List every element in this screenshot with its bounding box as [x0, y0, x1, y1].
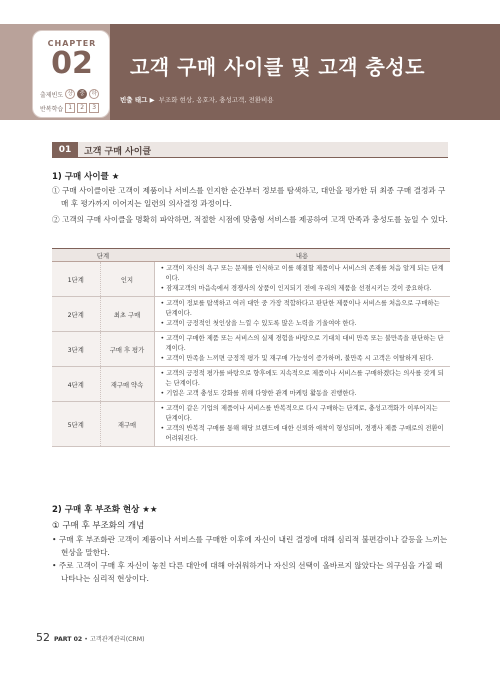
keyword-tags-text: 부조화 현상, 옹호자, 충성고객, 전환비용 — [158, 96, 274, 104]
chapter-card — [32, 30, 110, 118]
footer-part — [54, 634, 144, 643]
step-name: 최초 구매 — [100, 297, 154, 332]
dissonance-item-1: • 구매 후 부조화란 고객이 제품이나 서비스를 구매한 이후에 자신이 내린 결정에 대해 심리적 불편감이나 갈등을 느끼는 현상을 말한다. — [52, 535, 448, 557]
table-row — [52, 332, 450, 367]
footer-part-label: PART 02 — [54, 636, 83, 643]
section-title: 고객 구매 사이클 — [84, 147, 152, 157]
dissonance-item-2: • 주로 고객이 구매 후 자신이 놓친 다른 대안에 대해 아쉬워하거나 자신의 선택이 올바르지 않았다는 의구심을 가질 때 나타나는 심리적 현상이다. — [52, 561, 443, 583]
section-number: 01 — [52, 142, 78, 158]
section-bar — [52, 142, 448, 158]
table-header-content: 내용 — [154, 249, 450, 262]
table-row — [52, 262, 450, 297]
step-number: 2단계 — [52, 297, 100, 332]
step-content-line: • 고객이 만족을 느끼면 긍정적 평가 및 재구매 가능성이 증가하며, 불만족 시 고객은 이탈하게 된다. — [160, 355, 434, 362]
table-row — [52, 367, 450, 402]
step-content — [154, 262, 450, 297]
keyword-tags-label: 빈출 태그 ▶ — [120, 96, 155, 104]
chapter-number: 02 — [51, 46, 93, 81]
step-content — [154, 367, 450, 402]
table-header-step: 단계 — [52, 249, 154, 262]
step-name: 인지 — [100, 262, 154, 297]
step-content-line: • 고객이 같은 기업의 제품이나 서비스를 반복적으로 다시 구매하는 단계로, 충성고객화가 이루어지는 단계이다. — [160, 405, 438, 422]
repeat-label: 반복학습 — [40, 105, 64, 113]
step-name: 구매 후 평가 — [100, 332, 154, 367]
frequency-medium-selected: 중 — [77, 89, 87, 99]
frequency-high: 상 — [65, 89, 75, 99]
repeat-box-2[interactable]: 2 — [77, 103, 87, 113]
footer-separator: • — [84, 636, 88, 643]
step-number: 3단계 — [52, 332, 100, 367]
step-name: 재구매 약속 — [100, 367, 154, 402]
step-content — [154, 297, 450, 332]
repeat-row — [40, 103, 99, 113]
step-content-line: • 고객의 반복적 구매를 통해 해당 브랜드에 대한 신뢰와 애착이 형성되며, 경쟁사 제품 구매로의 전환이 어려워진다. — [160, 425, 444, 442]
chapter-title: 고객 구매 사이클 및 고객 충성도 — [130, 55, 425, 79]
frequency-low: 하 — [89, 89, 99, 99]
chapter-label: CHAPTER — [47, 39, 97, 48]
step-content — [154, 332, 450, 367]
step-content-line: • 고객이 자신의 욕구 또는 문제를 인식하고 이를 해결할 제품이나 서비스의 존재를 처음 알게 되는 단계이다. — [160, 265, 444, 282]
repeat-box-1[interactable]: 1 — [65, 103, 75, 113]
page-number: 52 — [36, 631, 50, 644]
subheading-post-purchase-dissonance: 2) 구매 후 부조화 현상 ★★ — [52, 505, 158, 515]
table-row — [52, 402, 450, 447]
step-content-line: • 잠재고객의 마음속에서 경쟁사의 상품이 인지되기 전에 우리의 제품을 선점시키는 것이 중요하다. — [160, 285, 432, 292]
keyword-tags — [120, 95, 274, 104]
step-number: 4단계 — [52, 367, 100, 402]
subheading-dissonance-concept: ① 구매 후 부조화의 개념 — [52, 521, 145, 531]
step-content-line: • 고객의 긍정적 평가를 바탕으로 향후에도 지속적으로 제품이나 서비스를 구매하겠다는 의사를 갖게 되는 단계이다. — [160, 370, 444, 387]
footer-part-title: 고객관계관리(CRM) — [89, 636, 145, 643]
table-row — [52, 297, 450, 332]
step-number: 1단계 — [52, 262, 100, 297]
step-name: 재구매 — [100, 402, 154, 447]
frequency-row — [40, 89, 99, 99]
step-content-line: • 기업은 고객 충성도 강화를 위해 다양한 관계 마케팅 활동을 진행한다. — [160, 390, 357, 397]
purchase-cycle-table — [52, 248, 450, 447]
purchase-cycle-item-2: ② 고객의 구매 사이클을 명확히 파악하면, 적절한 시점에 맞춤형 서비스를 제공하여 고객 만족과 충성도를 높일 수 있다. — [52, 215, 448, 224]
table-header-row — [52, 249, 450, 262]
purchase-cycle-item-1: ① 구매 사이클이란 고객이 제품이나 서비스를 인지한 순간부터 정보를 탐색하고, 대안을 평가한 뒤 최종 구매 결정과 구매 후 평가까지 이어지는 일련의 의사결정 과정이다. — [52, 186, 446, 208]
repeat-box-3[interactable]: 3 — [89, 103, 99, 113]
step-content-line: • 고객이 긍정적인 첫인상을 느낄 수 있도록 많은 노력을 기울여야 한다. — [160, 320, 357, 327]
step-number: 5단계 — [52, 402, 100, 447]
step-content — [154, 402, 450, 447]
frequency-label: 출제빈도 — [40, 91, 64, 99]
subheading-purchase-cycle: 1) 구매 사이클 ★ — [52, 172, 120, 182]
step-content-line: • 고객이 구매한 제품 또는 서비스의 실제 경험을 바탕으로 기대치 대비 만족 또는 불만족을 판단하는 단계이다. — [160, 335, 444, 352]
step-content-line: • 고객이 정보를 탐색하고 여러 대안 중 가장 적합하다고 판단한 제품이나 서비스를 처음으로 구매하는 단계이다. — [160, 300, 440, 317]
